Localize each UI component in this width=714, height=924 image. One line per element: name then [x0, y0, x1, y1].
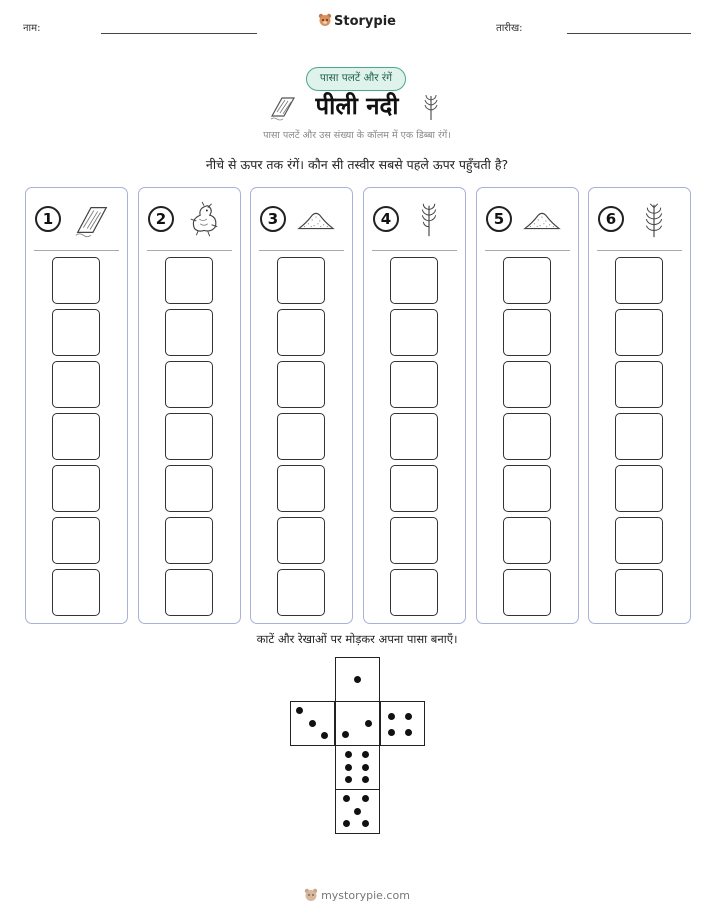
color-box[interactable]: [615, 257, 663, 304]
name-label: नाम:: [23, 23, 41, 34]
color-box[interactable]: [165, 257, 213, 304]
column-divider: [597, 250, 682, 251]
color-box[interactable]: [277, 413, 325, 460]
color-box[interactable]: [503, 361, 551, 408]
column-divider: [34, 250, 119, 251]
wheat-icon: [633, 200, 675, 240]
dice-pip: [362, 751, 369, 758]
color-box[interactable]: [503, 517, 551, 564]
title-row: [0, 90, 714, 124]
column-header: [139, 200, 240, 240]
column-number: 5: [486, 206, 512, 232]
column-number: 1: [35, 206, 61, 232]
color-box[interactable]: [615, 361, 663, 408]
dice-pip: [296, 707, 303, 714]
color-box[interactable]: [165, 517, 213, 564]
dice-face-6: [335, 745, 380, 790]
color-box[interactable]: [503, 413, 551, 460]
dice-face-1: [335, 657, 380, 702]
color-box[interactable]: [390, 361, 438, 408]
column-number: 3: [260, 206, 286, 232]
color-box[interactable]: [503, 569, 551, 616]
dice-pip: [362, 820, 369, 827]
column-divider: [372, 250, 457, 251]
dice-pip: [362, 776, 369, 783]
sand-pile-icon: [521, 200, 563, 240]
dice-face-4: [380, 701, 425, 746]
color-box[interactable]: [615, 517, 663, 564]
column-divider: [259, 250, 344, 251]
dice-pip: [309, 720, 316, 727]
column-divider: [147, 250, 232, 251]
color-box[interactable]: [52, 257, 100, 304]
dice-pip: [405, 729, 412, 736]
millet-icon: [416, 92, 446, 122]
dice-pip: [343, 795, 350, 802]
color-box[interactable]: [503, 465, 551, 512]
column-3: [250, 187, 353, 624]
brand-logo: [0, 13, 714, 29]
color-box[interactable]: [52, 465, 100, 512]
column-header: [364, 200, 465, 240]
dice-pip: [388, 713, 395, 720]
color-box[interactable]: [277, 465, 325, 512]
date-label: तारीख:: [496, 23, 523, 34]
color-box[interactable]: [165, 413, 213, 460]
column-1: [25, 187, 128, 624]
dice-pip: [365, 720, 372, 727]
column-header: [251, 200, 352, 240]
column-4: [363, 187, 466, 624]
name-input-line[interactable]: [101, 33, 257, 34]
riverbank-icon: [70, 200, 112, 240]
column-divider: [485, 250, 570, 251]
column-number: 4: [373, 206, 399, 232]
color-box[interactable]: [165, 361, 213, 408]
column-header: [26, 200, 127, 240]
color-box[interactable]: [615, 569, 663, 616]
dice-pip: [342, 731, 349, 738]
dice-pip: [354, 808, 361, 815]
brand-name: Storypie: [334, 14, 396, 29]
subtitle: पासा पलटें और उस संख्या के कॉलम में एक डिब्बा रंगें।: [263, 130, 451, 141]
dice-pip: [343, 820, 350, 827]
bear-mascot-icon: [304, 888, 318, 902]
footer-url[interactable]: mystorypie.com: [321, 889, 410, 902]
footer: [0, 888, 714, 902]
color-box[interactable]: [165, 465, 213, 512]
color-box[interactable]: [52, 361, 100, 408]
dice-face-5: [335, 789, 380, 834]
color-box[interactable]: [277, 361, 325, 408]
dice-pip: [321, 732, 328, 739]
activity-badge: पासा पलटें और रंगें: [306, 67, 406, 91]
color-box[interactable]: [615, 413, 663, 460]
color-box[interactable]: [277, 569, 325, 616]
page-title: पीली नदी: [315, 92, 399, 120]
color-box[interactable]: [390, 465, 438, 512]
color-box[interactable]: [165, 569, 213, 616]
date-input-line[interactable]: [567, 33, 691, 34]
dice-pip: [345, 751, 352, 758]
color-box[interactable]: [390, 309, 438, 356]
color-box[interactable]: [277, 257, 325, 304]
instruction: नीचे से ऊपर तक रंगें। कौन सी तस्वीर सबसे पहले ऊपर पहुँचती है?: [205, 157, 509, 172]
dice-face-3: [290, 701, 335, 746]
color-box[interactable]: [52, 569, 100, 616]
bear-mascot-icon: [318, 13, 332, 27]
dice-pip: [405, 713, 412, 720]
color-box[interactable]: [277, 309, 325, 356]
dice-pip: [345, 776, 352, 783]
dragon-icon: [183, 200, 225, 240]
column-number: 6: [598, 206, 624, 232]
color-box[interactable]: [52, 517, 100, 564]
dice-pip: [362, 764, 369, 771]
dice-face-2: [335, 701, 380, 746]
color-box[interactable]: [165, 309, 213, 356]
column-header: [589, 200, 690, 240]
sand-pile-icon: [295, 200, 337, 240]
dice-pip: [354, 676, 361, 683]
column-6: [588, 187, 691, 624]
color-box[interactable]: [503, 309, 551, 356]
color-box[interactable]: [503, 257, 551, 304]
dice-pip: [388, 729, 395, 736]
millet-icon: [408, 200, 450, 240]
column-2: [138, 187, 241, 624]
column-header: [477, 200, 578, 240]
color-box[interactable]: [390, 413, 438, 460]
color-box[interactable]: [52, 309, 100, 356]
column-5: [476, 187, 579, 624]
color-box[interactable]: [615, 465, 663, 512]
color-box[interactable]: [390, 257, 438, 304]
color-box[interactable]: [390, 517, 438, 564]
cut-instruction: काटें और रेखाओं पर मोड़कर अपना पासा बनाएँ।: [256, 632, 458, 646]
color-box[interactable]: [615, 309, 663, 356]
color-box[interactable]: [277, 517, 325, 564]
color-box[interactable]: [52, 413, 100, 460]
color-box[interactable]: [390, 569, 438, 616]
column-number: 2: [148, 206, 174, 232]
dice-pip: [362, 795, 369, 802]
dice-pip: [345, 764, 352, 771]
